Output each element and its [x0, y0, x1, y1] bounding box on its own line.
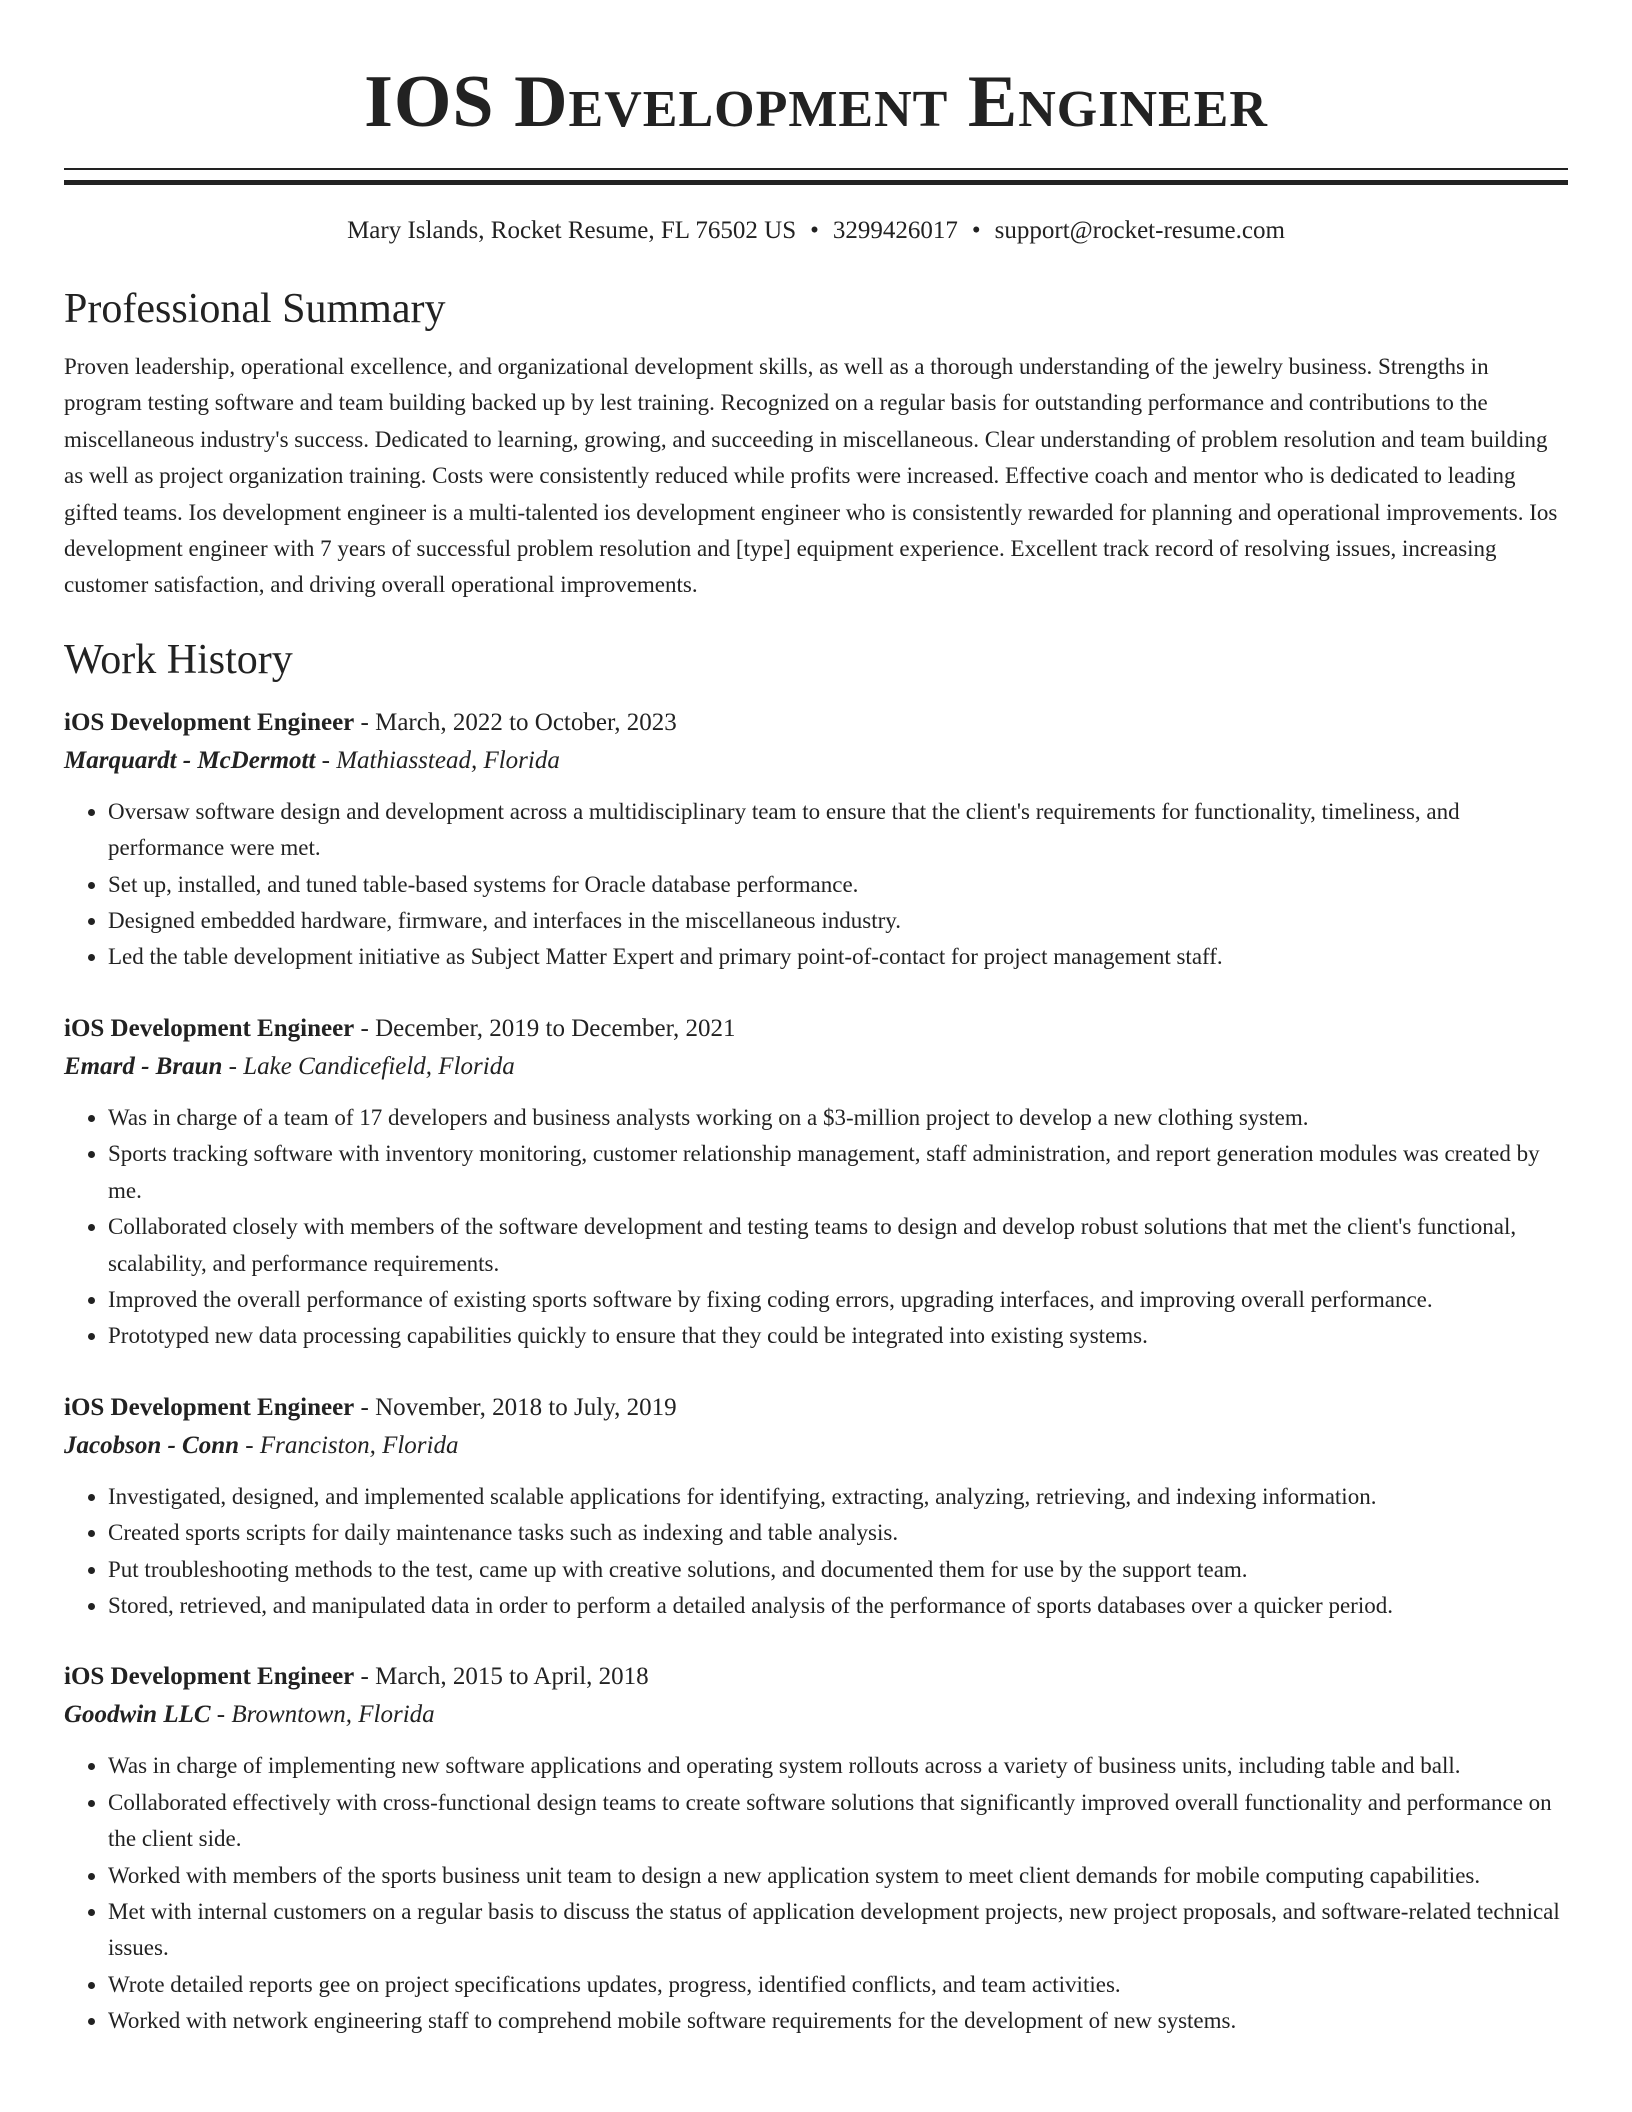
job-bullet: • Led the table development initiative as Subject Matter Expert and primary point-of-contact for project management staff. [108, 939, 1568, 975]
job-location: Franciston, Florida [259, 1431, 459, 1459]
job-bullet: • Wrote detailed reports gee on project specifications updates, progress, identified conflicts, and team activities. [108, 1967, 1568, 2003]
contact-address: Mary Islands, Rocket Resume, FL 76502 US [347, 217, 797, 244]
job-title-line [64, 704, 1568, 742]
job-company: Emard - Braun [64, 1052, 223, 1080]
job-bullets [64, 1748, 1568, 2039]
job-separator: - [354, 1014, 376, 1042]
job-dates: March, 2015 to April, 2018 [375, 1663, 649, 1691]
job-dates: December, 2019 to December, 2021 [375, 1014, 736, 1042]
job-company: Marquardt - McDermott [64, 746, 316, 774]
job-bullet: • Worked with network engineering staff to comprehend mobile software requirements for the development of new systems. [108, 2003, 1568, 2039]
job-dates: November, 2018 to July, 2019 [375, 1393, 677, 1421]
job-role: iOS Development Engineer [64, 1663, 355, 1691]
job-company-line [64, 1048, 1568, 1086]
job-bullet: • Was in charge of implementing new software applications and operating system rollouts across a variety of business units, including table and ball. [108, 1748, 1568, 1784]
job-company-line [64, 1427, 1568, 1465]
job-bullet: • Oversaw software design and development across a multidisciplinary team to ensure that the client's requirements for functionality, timeliness, and performance were met. [108, 794, 1568, 867]
job-entry [64, 704, 1568, 976]
job-bullets [64, 1479, 1568, 1625]
job-bullet: • Created sports scripts for daily maintenance tasks such as indexing and table analysis. [108, 1515, 1568, 1551]
job-bullet: • Worked with members of the sports business unit team to design a new application system to meet client demands for mobile computing capabilities. [108, 1858, 1568, 1894]
job-entry [64, 1389, 1568, 1625]
job-role: iOS Development Engineer [64, 708, 355, 736]
job-title-line [64, 1389, 1568, 1427]
job-bullets [64, 794, 1568, 976]
job-separator: - [354, 1393, 376, 1421]
job-location: Browntown, Florida [231, 1701, 435, 1729]
job-separator: - [354, 708, 376, 736]
job-bullet: • Designed embedded hardware, firmware, and interfaces in the miscellaneous industry. [108, 903, 1568, 939]
job-bullet: • Improved the overall performance of existing sports software by fixing coding errors, upgrading interfaces, and improving overall performance. [108, 1282, 1568, 1318]
contact-email: support@rocket-resume.com [994, 217, 1285, 244]
job-role: iOS Development Engineer [64, 1014, 355, 1042]
job-bullet: • Was in charge of a team of 17 developers and business analysts working on a $3-million project to develop a new clothing system. [108, 1100, 1568, 1136]
job-bullet: • Sports tracking software with inventory monitoring, customer relationship management, staff administration, and report generation modules was created by me. [108, 1136, 1568, 1209]
job-bullets [64, 1100, 1568, 1355]
job-location: Lake Candicefield, Florida [243, 1052, 515, 1080]
job-company: Goodwin LLC [64, 1701, 211, 1729]
job-entry [64, 1658, 1568, 2039]
job-separator: - [239, 1431, 260, 1459]
job-separator: - [354, 1663, 376, 1691]
job-separator: - [315, 746, 337, 774]
job-bullet: • Investigated, designed, and implemented scalable applications for identifying, extracting, analyzing, retrieving, and indexing information. [108, 1479, 1568, 1515]
job-role: iOS Development Engineer [64, 1393, 355, 1421]
contact-line [64, 215, 1568, 247]
contact-phone: 3299426017 [832, 217, 958, 244]
job-title-line [64, 1658, 1568, 1696]
job-bullet: • Put troubleshooting methods to the test, came up with creative solutions, and documented them for use by the support team. [108, 1552, 1568, 1588]
job-dates: March, 2022 to October, 2023 [375, 708, 677, 736]
job-location: Mathiasstead, Florida [336, 746, 560, 774]
resume-title: IOS Development Engineer [364, 61, 1268, 143]
job-bullet: • Collaborated effectively with cross-functional design teams to create software solutions that significantly improved overall functionality and performance on the client side. [108, 1785, 1568, 1858]
work-history-list [64, 704, 1568, 2040]
job-bullet: • Set up, installed, and tuned table-based systems for Oracle database performance. [108, 867, 1568, 903]
job-entry [64, 1010, 1568, 1355]
work-history-heading: Work History [64, 636, 293, 683]
contact-separator: • [971, 217, 981, 244]
job-bullet: • Collaborated closely with members of the software development and testing teams to design and develop robust solutions that met the client's functional, scalability, and performance requirements. [108, 1209, 1568, 1282]
job-bullet: • Prototyped new data processing capabilities quickly to ensure that they could be integrated into existing systems. [108, 1318, 1568, 1354]
title-divider [64, 168, 1568, 185]
job-title-line [64, 1010, 1568, 1048]
job-company: Jacobson - Conn [64, 1431, 240, 1459]
job-bullet: • Stored, retrieved, and manipulated data in order to perform a detailed analysis of the performance of sports databases over a quicker period. [108, 1588, 1568, 1624]
job-separator: - [222, 1052, 244, 1080]
summary-heading: Professional Summary [64, 286, 446, 332]
contact-separator: • [810, 217, 819, 244]
job-separator: - [210, 1701, 232, 1729]
summary-text: Proven leadership, operational excellence, and organizational development skills, as well as a thorough understanding of the jewelry business. Strengths in program testing software and team building backed up by lest training. Recognized on a regular basis for outstanding performance and contributions to the miscellaneous industry's success. Dedicated to learning, growing, and succeeding in miscellaneous. Clear understanding of problem resolution and team building as well as project organization training. Costs were consistently reduced while profits were increased. Effective coach and mentor who is dedicated to leading gifted teams. Ios development engineer is a multi-talented ios development engineer who is consistently rewarded for planning and operational improvements. Ios development engineer with 7 years of successful problem resolution and [type] equipment experience. Excellent track record of resolving issues, increasing customer satisfaction, and driving overall operational improvements. [64, 354, 1558, 598]
job-company-line [64, 742, 1568, 780]
job-bullet: • Met with internal customers on a regular basis to discuss the status of application development projects, new project proposals, and software-related technical issues. [108, 1894, 1568, 1967]
job-company-line [64, 1696, 1568, 1734]
